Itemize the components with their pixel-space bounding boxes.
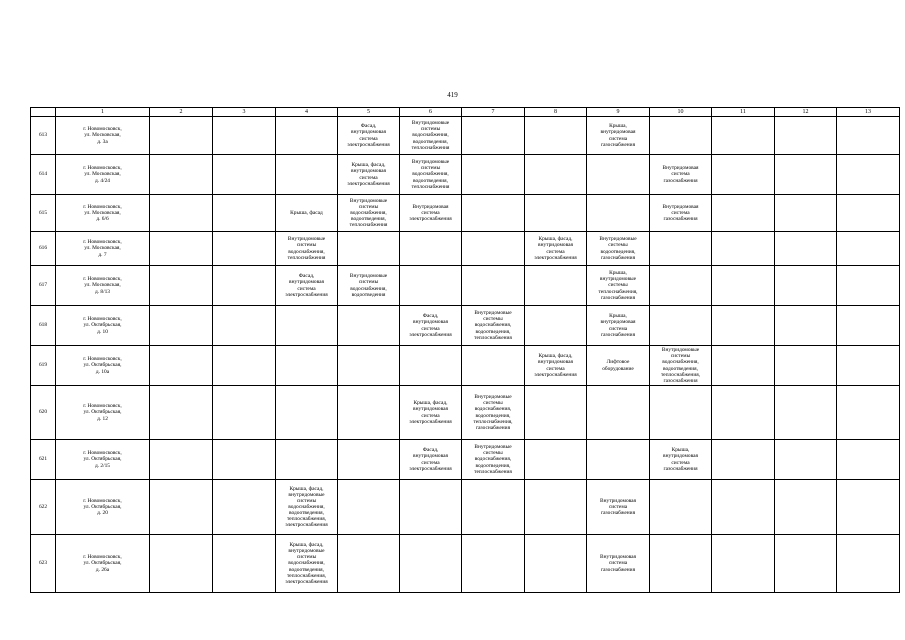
- table-cell: [213, 480, 276, 535]
- table-cell: Внутридомовые системы водоснабжения, водоотведения, теплоснабжения, газоснабжения: [650, 346, 712, 386]
- table-cell: [400, 480, 462, 535]
- table-cell: [775, 535, 837, 593]
- table-cell: [650, 117, 712, 155]
- table-cell: Внутридомовые системы водоснабжения, водоотведения, теплоснабжения: [400, 117, 462, 155]
- table-cell: [150, 306, 213, 346]
- table-cell: [338, 535, 400, 593]
- address-cell: г. Новомосковск, ул. Московская, д. 7: [56, 232, 150, 266]
- table-cell: Внутридомовые системы водоснабжения, водоотведения, теплоснабжения: [462, 440, 525, 480]
- table-cell: Крыша, внутридомовая система газоснабжения: [650, 440, 712, 480]
- table-cell: [150, 195, 213, 232]
- table-cell: Внутридомовые системы водоотведения, газоснабжения: [587, 232, 650, 266]
- column-header: 3: [213, 108, 276, 117]
- table-cell: [462, 266, 525, 306]
- table-cell: [775, 195, 837, 232]
- row-number: 617: [31, 266, 56, 306]
- table-cell: [525, 386, 587, 440]
- address-cell: г. Новомосковск, ул. Московская, д. 4/24: [56, 155, 150, 195]
- table-cell: Внутридомовые системы водоснабжения, водоотведения, теплоснабжения: [400, 155, 462, 195]
- column-header: 6: [400, 108, 462, 117]
- table-cell: [462, 117, 525, 155]
- row-number: 621: [31, 440, 56, 480]
- table-cell: [276, 306, 338, 346]
- table-cell: [276, 155, 338, 195]
- column-header: 7: [462, 108, 525, 117]
- table-cell: [213, 117, 276, 155]
- row-number: 615: [31, 195, 56, 232]
- table-row: [31, 155, 900, 195]
- table-cell: Внутридомовые системы водоснабжения, водоотведения: [338, 266, 400, 306]
- table-cell: [650, 386, 712, 440]
- table-cell: [150, 480, 213, 535]
- table-cell: [150, 266, 213, 306]
- table-cell: Фасад, внутридомовая система электроснабжения: [276, 266, 338, 306]
- table-cell: [587, 155, 650, 195]
- table-row: [31, 440, 900, 480]
- address-cell: г. Новомосковск, ул. Октябрьская, д. 12: [56, 386, 150, 440]
- table-cell: Крыша, фасад, внутридомовые системы водоснабжения, водоотведения, теплоснабжения, электроснабжения: [276, 535, 338, 593]
- row-number: 614: [31, 155, 56, 195]
- table-cell: [338, 440, 400, 480]
- table-cell: [525, 266, 587, 306]
- table-cell: [462, 155, 525, 195]
- table-row: [31, 346, 900, 386]
- table-cell: [775, 266, 837, 306]
- table-cell: Крыша, фасад, внутридомовая система электроснабжения: [338, 155, 400, 195]
- table-cell: [525, 535, 587, 593]
- table-cell: [712, 346, 775, 386]
- table-cell: [837, 117, 900, 155]
- table-cell: [837, 232, 900, 266]
- table-cell: Крыша, внутридомовые системы теплоснабжения, газоснабжения: [587, 266, 650, 306]
- table-cell: [400, 346, 462, 386]
- column-header: 13: [837, 108, 900, 117]
- column-header: 10: [650, 108, 712, 117]
- table-cell: [462, 232, 525, 266]
- table-cell: [462, 346, 525, 386]
- table-cell: [775, 306, 837, 346]
- table-cell: [213, 386, 276, 440]
- table-cell: [213, 440, 276, 480]
- table-cell: [213, 232, 276, 266]
- table-cell: [837, 440, 900, 480]
- column-header: 12: [775, 108, 837, 117]
- table-row: [31, 306, 900, 346]
- table-cell: [775, 346, 837, 386]
- column-header: 9: [587, 108, 650, 117]
- row-number: 616: [31, 232, 56, 266]
- table-cell: Внутридомовые системы водоснабжения, водоотведения, теплоснабжения, газоснабжения: [462, 386, 525, 440]
- table-cell: [150, 155, 213, 195]
- address-cell: г. Новомосковск, ул. Октябрьская, д. 2/15: [56, 440, 150, 480]
- table-cell: [650, 306, 712, 346]
- table-cell: [525, 306, 587, 346]
- table-cell: [775, 440, 837, 480]
- table-cell: [587, 440, 650, 480]
- address-cell: г. Новомосковск, ул. Октябрьская, д. 26а: [56, 535, 150, 593]
- table-cell: [400, 535, 462, 593]
- table-row: [31, 232, 900, 266]
- address-cell: г. Новомосковск, ул. Октябрьская, д. 10: [56, 306, 150, 346]
- table-cell: [525, 117, 587, 155]
- table-cell: [650, 232, 712, 266]
- table-cell: [150, 117, 213, 155]
- table-cell: Крыша, фасад: [276, 195, 338, 232]
- table-cell: [525, 155, 587, 195]
- table-cell: [525, 440, 587, 480]
- table-cell: [150, 440, 213, 480]
- table-cell: [712, 195, 775, 232]
- header-row: [31, 108, 900, 117]
- table-cell: [837, 195, 900, 232]
- table-row: [31, 480, 900, 535]
- table-cell: Внутридомовые системы водоснабжения, водоотведения, теплоснабжения: [338, 195, 400, 232]
- table-cell: [462, 480, 525, 535]
- table-cell: Внутридомовая система газоснабжения: [587, 535, 650, 593]
- table-cell: [775, 232, 837, 266]
- table-cell: [650, 535, 712, 593]
- schedule-table: [30, 107, 900, 593]
- table-cell: Внутридомовые системы водоснабжения, теплоснабжения: [276, 232, 338, 266]
- column-header: [31, 108, 56, 117]
- table-row: [31, 195, 900, 232]
- address-cell: г. Новомосковск, ул. Московская, д. 8/13: [56, 266, 150, 306]
- row-number: 613: [31, 117, 56, 155]
- table-cell: Внутридомовые системы водоснабжения, водоотведения, теплоснабжения: [462, 306, 525, 346]
- address-cell: г. Новомосковск, ул. Октябрьская, д. 10а: [56, 346, 150, 386]
- row-number: 620: [31, 386, 56, 440]
- table-cell: [276, 386, 338, 440]
- table-cell: Внутридомовая система электроснабжения: [400, 195, 462, 232]
- table-cell: Внутридомовая система газоснабжения: [650, 155, 712, 195]
- table-cell: [712, 386, 775, 440]
- table-cell: [837, 266, 900, 306]
- table-cell: [462, 535, 525, 593]
- table-row: [31, 117, 900, 155]
- column-header: 2: [150, 108, 213, 117]
- column-header: 5: [338, 108, 400, 117]
- table-cell: [837, 386, 900, 440]
- table-cell: [400, 266, 462, 306]
- table-cell: [712, 440, 775, 480]
- table-cell: [712, 535, 775, 593]
- table-cell: Крыша, внутридомовая система газоснабжения: [587, 117, 650, 155]
- table-cell: Лифтовое оборудование: [587, 346, 650, 386]
- table-cell: [775, 386, 837, 440]
- table-cell: [712, 232, 775, 266]
- table-cell: Крыша, фасад, внутридомовая система электроснабжения: [400, 386, 462, 440]
- table-cell: Внутридомовая система газоснабжения: [650, 195, 712, 232]
- table-cell: Фасад, внутридомовая система электроснабжения: [400, 440, 462, 480]
- table-cell: [712, 480, 775, 535]
- table-cell: Фасад, внутридомовая система электроснабжения: [400, 306, 462, 346]
- table-cell: [338, 306, 400, 346]
- table-cell: [525, 195, 587, 232]
- table-row: [31, 386, 900, 440]
- table-cell: [712, 306, 775, 346]
- table-cell: [338, 232, 400, 266]
- table-cell: [837, 306, 900, 346]
- row-number: 618: [31, 306, 56, 346]
- table-cell: [587, 195, 650, 232]
- table-cell: [150, 535, 213, 593]
- table-cell: [837, 480, 900, 535]
- table-cell: [525, 480, 587, 535]
- table-row: [31, 266, 900, 306]
- table-cell: [213, 195, 276, 232]
- table-cell: [775, 117, 837, 155]
- address-cell: г. Новомосковск, ул. Октябрьская, д. 20: [56, 480, 150, 535]
- row-number: 619: [31, 346, 56, 386]
- column-header: 4: [276, 108, 338, 117]
- table-cell: [213, 535, 276, 593]
- row-number: 622: [31, 480, 56, 535]
- address-cell: г. Новомосковск, ул. Московская, д. 6/6: [56, 195, 150, 232]
- table-cell: [837, 346, 900, 386]
- table-cell: [775, 155, 837, 195]
- table-cell: [712, 266, 775, 306]
- table-cell: [650, 266, 712, 306]
- table-cell: [338, 480, 400, 535]
- table-cell: [150, 232, 213, 266]
- table-row: [31, 535, 900, 593]
- table-cell: [213, 306, 276, 346]
- table-cell: Крыша, фасад, внутридомовые системы водоснабжения, водоотведения, теплоснабжения, электроснабжения: [276, 480, 338, 535]
- table-cell: [150, 386, 213, 440]
- table-cell: [837, 155, 900, 195]
- table-cell: [213, 155, 276, 195]
- table-cell: [587, 386, 650, 440]
- column-header: 1: [56, 108, 150, 117]
- table-cell: [338, 346, 400, 386]
- table-cell: [276, 440, 338, 480]
- table-cell: [276, 117, 338, 155]
- table-cell: [338, 386, 400, 440]
- row-number: 623: [31, 535, 56, 593]
- table-cell: [462, 195, 525, 232]
- table-cell: Фасад, внутридомовая система электроснабжения: [338, 117, 400, 155]
- table-cell: Крыша, фасад, внутридомовая система электроснабжения: [525, 232, 587, 266]
- address-cell: г. Новомосковск, ул. Московская, д. 3а: [56, 117, 150, 155]
- table-cell: Крыша, внутридомовая система газоснабжения: [587, 306, 650, 346]
- table-cell: [775, 480, 837, 535]
- table-cell: [650, 480, 712, 535]
- table-cell: [276, 346, 338, 386]
- table-cell: [213, 266, 276, 306]
- table-cell: [712, 155, 775, 195]
- column-header: 8: [525, 108, 587, 117]
- page-number: 419: [447, 91, 458, 99]
- table-cell: [837, 535, 900, 593]
- table-cell: [213, 346, 276, 386]
- column-header: 11: [712, 108, 775, 117]
- table-cell: [400, 232, 462, 266]
- table-cell: Крыша, фасад, внутридомовая система электроснабжения: [525, 346, 587, 386]
- table-cell: [150, 346, 213, 386]
- table-cell: [712, 117, 775, 155]
- table-cell: Внутридомовая система газоснабжения: [587, 480, 650, 535]
